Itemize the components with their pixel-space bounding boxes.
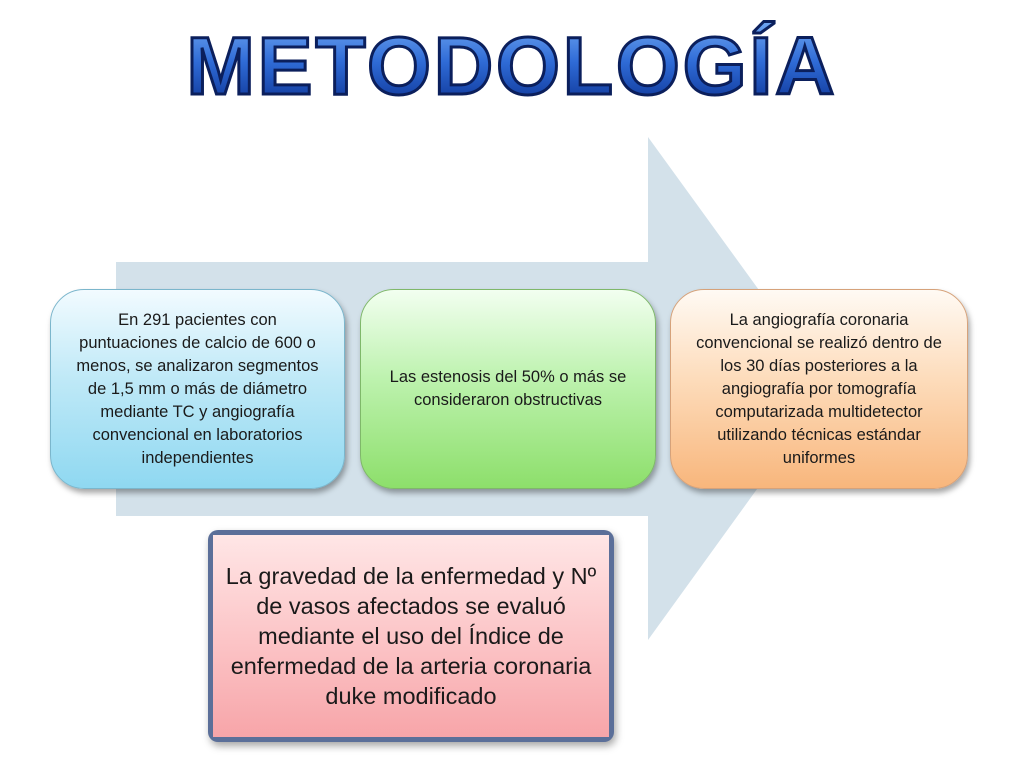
step-box-2 xyxy=(360,289,656,489)
step-3-text: La angiografía coronaria convencional se realizó dentro de los 30 días posteriores a la angiografía por tomografía computarizada multidetector utilizando técnicas estándar uniformes xyxy=(696,310,942,467)
step-1-text: En 291 pacientes con puntuaciones de calcio de 600 o menos, se analizaron segmentos de 1,5 mm o más de diámetro mediante TC y angiografía convencional en laboratorios independientes xyxy=(76,310,319,467)
page-title-art xyxy=(0,0,1024,110)
note-text: La gravedad de la enfermedad y Nº de vasos afectados se evaluó mediante el uso del Índice de enfermedad de la arteria coronaria duke modificado xyxy=(225,563,597,709)
page-title xyxy=(0,0,1024,110)
page-title-text: METODOLOGÍA xyxy=(186,21,838,110)
step-box-3 xyxy=(670,289,968,489)
step-box-1 xyxy=(50,289,345,489)
note-box xyxy=(213,535,609,737)
step-2-text: Las estenosis del 50% o más se consideraron obstructivas xyxy=(389,368,627,409)
